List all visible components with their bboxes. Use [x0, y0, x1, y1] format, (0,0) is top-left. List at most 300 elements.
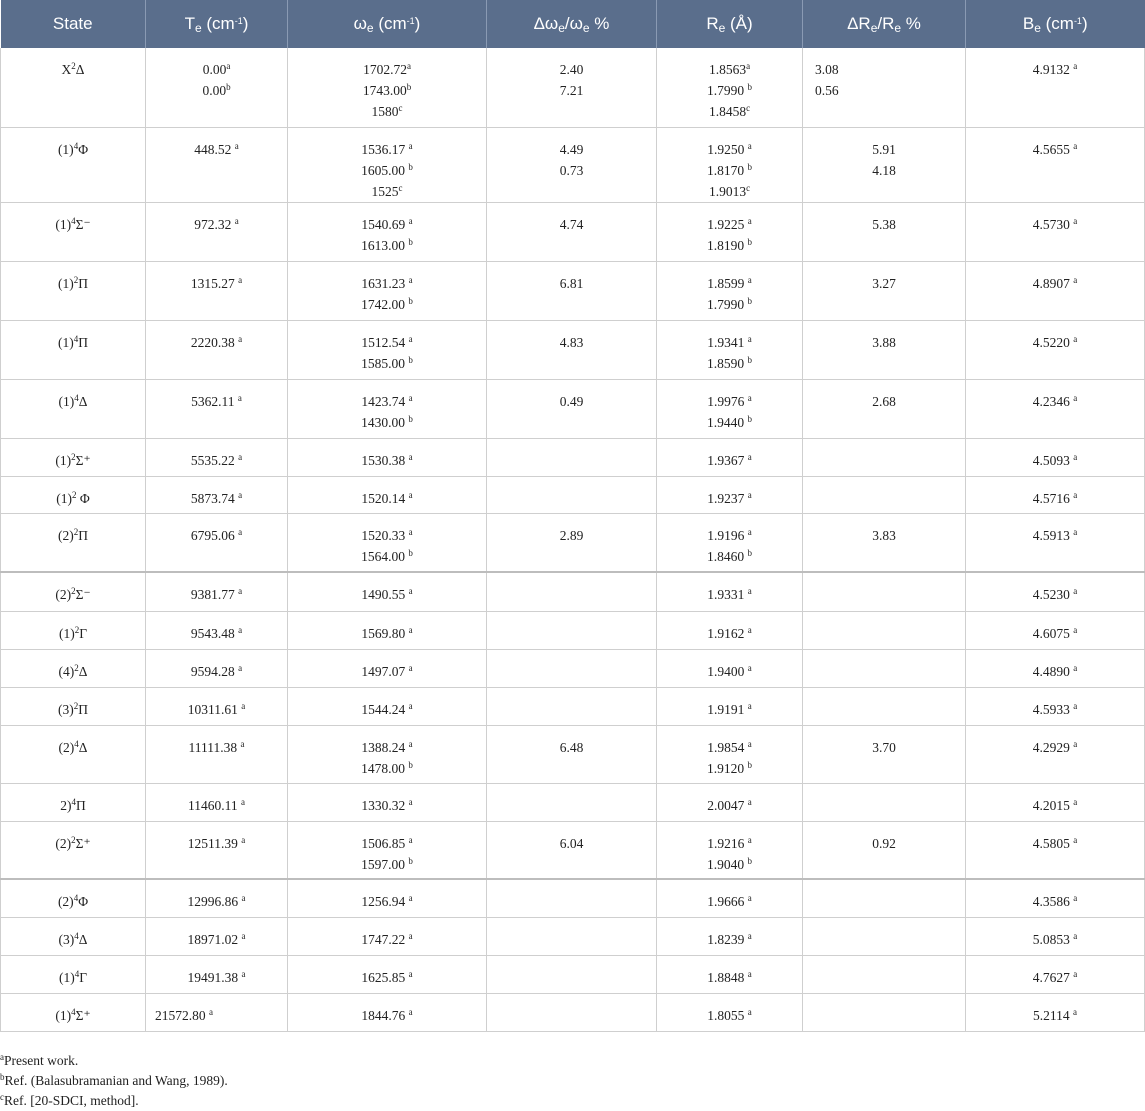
delta-omega-cell: [487, 879, 657, 917]
re-value: [661, 450, 798, 471]
reference-mark: a: [241, 834, 246, 845]
state-multiplicity: 4: [74, 930, 79, 941]
delta-re-cell: [803, 48, 966, 127]
be-value: [970, 833, 1140, 854]
omega-e-number: 1564.00: [361, 548, 409, 564]
be-cell: [966, 438, 1145, 476]
reference-mark: a: [238, 333, 243, 344]
reference-mark: a: [747, 451, 752, 462]
state-symbol: Π: [78, 527, 88, 543]
reference-mark: a: [241, 893, 246, 903]
table-row: [1, 917, 1145, 955]
state-prefix: (2): [58, 527, 74, 543]
state-multiplicity: 4: [74, 738, 79, 749]
omega-e-cell: [288, 687, 487, 725]
reference-mark: a: [241, 796, 245, 807]
table-row: [1, 821, 1145, 879]
be-value: [970, 59, 1140, 80]
delta-omega-cell: [487, 572, 657, 611]
be-number: 4.2346: [1032, 393, 1074, 409]
delta-omega-value: 4.74: [559, 216, 584, 232]
omega-e-cell: [288, 611, 487, 649]
state-symbol: Σ⁻: [75, 216, 91, 232]
table-row: [1, 649, 1145, 687]
be-number: 4.4890: [1032, 663, 1074, 679]
omega-e-cell: [288, 48, 487, 127]
reference-mark: b: [747, 855, 752, 866]
omega-e-cell: [288, 917, 487, 955]
reference-mark: b: [747, 547, 752, 558]
reference-mark: a: [408, 392, 413, 403]
te-value: [150, 833, 283, 854]
delta-omega-cell: [487, 127, 657, 202]
reference-mark: a: [1073, 451, 1078, 462]
table-row: [1, 783, 1145, 821]
table-row: [1, 202, 1145, 261]
omega-e-value: [292, 525, 482, 546]
state-multiplicity: 2: [71, 586, 76, 596]
re-cell: [657, 649, 803, 687]
be-value: [970, 391, 1140, 412]
re-cell: [657, 611, 803, 649]
header-delta-re: $\Delta R_e/R_e$ %: [803, 0, 966, 48]
omega-e-number: 1430.00: [361, 414, 409, 430]
reference-mark: b: [747, 413, 752, 424]
te-number: 19491.38: [187, 969, 242, 985]
re-number: 1.9367: [707, 452, 748, 468]
re-number: 1.8190: [707, 237, 748, 253]
te-cell: [146, 879, 288, 917]
omega-e-cell: [288, 783, 487, 821]
omega-e-number: 1512.54: [361, 334, 409, 350]
re-number: 1.8848: [707, 969, 748, 985]
delta-omega-value: 4.49: [559, 141, 584, 157]
state-prefix: (3): [58, 931, 75, 947]
re-cell: [657, 261, 803, 320]
reference-mark: a: [408, 489, 413, 500]
delta-omega-cell: [487, 993, 657, 1031]
state-prefix: X: [61, 62, 72, 77]
re-value: [661, 546, 798, 567]
reference-mark: a: [238, 274, 243, 285]
header-row: [1, 0, 1145, 48]
omega-e-number: 1256.94: [361, 894, 409, 909]
state-prefix: (1): [56, 490, 72, 506]
omega-e-number: 1580: [371, 104, 399, 119]
omega-e-number: 1631.23: [361, 275, 409, 291]
be-number: 5.0853: [1032, 931, 1074, 947]
state-multiplicity: 4: [73, 140, 79, 151]
delta-re-value: 3.88: [872, 334, 896, 350]
delta-re-cell: [803, 572, 966, 611]
te-number: 0.00: [202, 62, 227, 77]
re-cell: [657, 725, 803, 783]
delta-re-value: 3.27: [872, 275, 896, 291]
reference-mark: a: [408, 1006, 413, 1017]
te-cell: [146, 821, 288, 879]
re-number: 1.8563: [708, 62, 747, 77]
table-row: [1, 955, 1145, 993]
reference-mark: a: [1073, 624, 1078, 635]
reference-mark: a: [1073, 700, 1078, 711]
state-symbol: Δ: [78, 931, 88, 947]
re-number: 1.9250: [707, 141, 748, 157]
omega-e-value: [292, 412, 482, 433]
state-symbol: Π: [76, 797, 86, 813]
reference-mark: c: [398, 103, 403, 113]
te-number: 18971.02: [187, 931, 242, 947]
reference-mark: a: [237, 392, 242, 403]
state-cell: [1, 725, 146, 783]
be-number: 4.5220: [1032, 334, 1074, 350]
te-cell: [146, 127, 288, 202]
omega-e-number: 1569.80: [361, 625, 409, 641]
re-number: 1.9237: [707, 490, 748, 506]
reference-mark: a: [747, 930, 752, 941]
state-multiplicity: 2: [73, 526, 79, 537]
te-value: [150, 332, 283, 353]
te-number: 5535.22: [190, 452, 239, 468]
delta-omega-cell: [487, 725, 657, 783]
delta-re-value: 2.68: [872, 393, 896, 409]
reference-mark: a: [747, 968, 752, 979]
te-number: 21572.80: [155, 1007, 209, 1023]
state-multiplicity: 2: [73, 274, 79, 285]
be-cell: [966, 917, 1145, 955]
re-number: 1.9191: [707, 701, 748, 717]
re-cell: [657, 127, 803, 202]
table-row: [1, 513, 1145, 572]
omega-e-value: [292, 294, 482, 315]
te-value: [150, 391, 283, 412]
reference-mark: a: [408, 662, 413, 673]
be-number: 4.9132: [1032, 62, 1074, 77]
state-prefix: (1): [58, 969, 75, 985]
te-number: 0.00: [202, 83, 227, 98]
re-number: 1.9225: [707, 216, 748, 232]
te-value: [150, 273, 283, 294]
te-cell: [146, 687, 288, 725]
re-value: [661, 332, 798, 353]
omega-e-number: 1605.00: [361, 162, 409, 178]
reference-mark: b: [408, 759, 413, 770]
footnotes: [0, 1051, 228, 1111]
re-number: 1.8460: [707, 548, 748, 564]
te-cell: [146, 202, 288, 261]
re-number: 1.8170: [707, 162, 748, 178]
state-multiplicity: 2: [74, 624, 80, 635]
te-number: 5362.11: [191, 393, 238, 409]
reference-mark: a: [747, 274, 752, 285]
delta-omega-cell: [487, 513, 657, 572]
state-prefix: (1): [55, 1007, 72, 1023]
footnote-c: $^c$Ref. [20-SDCI, method].: [0, 1092, 139, 1108]
delta-re-value: 3.70: [872, 739, 896, 755]
te-cell: [146, 379, 288, 438]
reference-mark: a: [408, 624, 413, 635]
re-value: [661, 235, 798, 256]
reference-mark: a: [408, 834, 413, 845]
reference-mark: c: [746, 103, 751, 113]
state-multiplicity: 2: [71, 61, 76, 71]
te-cell: [146, 611, 288, 649]
re-value: [661, 623, 798, 644]
delta-re-cell: [803, 725, 966, 783]
state-cell: [1, 687, 146, 725]
footnote-b: $^b$Ref. (Balasubramanian and Wang, 1989).: [0, 1072, 228, 1088]
reference-mark: b: [747, 295, 752, 306]
omega-e-value: [292, 967, 482, 988]
state-cell: [1, 261, 146, 320]
be-value: [970, 332, 1140, 353]
omega-e-number: 1520.14: [361, 490, 409, 506]
reference-mark: a: [747, 834, 752, 845]
header-delta-omega: $\Delta\omega_e/\omega_e$ %: [487, 0, 657, 48]
header-state: State: [1, 0, 146, 48]
state-symbol: Φ: [78, 894, 89, 909]
state-symbol: Δ: [78, 739, 88, 755]
reference-mark: a: [238, 662, 243, 673]
te-number: 11460.11: [188, 797, 241, 813]
reference-mark: a: [238, 489, 243, 500]
be-cell: [966, 513, 1145, 572]
delta-omega-cell: [487, 379, 657, 438]
omega-e-value: [292, 929, 482, 950]
be-number: 4.5933: [1032, 701, 1074, 717]
omega-e-cell: [288, 725, 487, 783]
delta-omega-value: 6.04: [559, 835, 584, 851]
re-cell: [657, 379, 803, 438]
state-cell: [1, 127, 146, 202]
re-number: 1.9120: [707, 760, 748, 776]
be-number: 4.5093: [1032, 452, 1074, 468]
be-value: [970, 737, 1140, 758]
state-prefix: (1): [55, 452, 72, 468]
delta-re-cell: [803, 320, 966, 379]
reference-mark: a: [747, 893, 752, 903]
omega-e-number: 1597.00: [361, 856, 409, 872]
omega-e-number: 1747.22: [361, 931, 409, 947]
re-number: 1.9216: [707, 835, 748, 851]
reference-mark: a: [1073, 893, 1078, 903]
omega-e-number: 1530.38: [361, 452, 409, 468]
table-row: [1, 261, 1145, 320]
delta-re-value: 0.92: [872, 835, 896, 851]
re-cell: [657, 917, 803, 955]
state-multiplicity: 2: [71, 834, 76, 845]
omega-e-number: 1742.00: [361, 296, 409, 312]
reference-mark: b: [408, 295, 413, 306]
state-cell: [1, 48, 146, 127]
delta-omega-cell: [487, 821, 657, 879]
omega-e-value: [292, 332, 482, 353]
reference-mark: a: [1073, 392, 1078, 403]
re-number: 1.9162: [707, 625, 748, 641]
table-row: [1, 725, 1145, 783]
reference-mark: a: [1073, 526, 1078, 537]
delta-omega-cell: [487, 320, 657, 379]
omega-e-value: [292, 214, 482, 235]
omega-e-cell: [288, 993, 487, 1031]
re-number: 1.9854: [707, 739, 748, 755]
omega-e-cell: [288, 320, 487, 379]
re-value: [661, 59, 798, 80]
reference-mark: a: [747, 215, 752, 226]
reference-mark: a: [747, 526, 752, 537]
reference-mark: b: [408, 354, 413, 365]
re-value: [661, 139, 798, 160]
re-value: [661, 181, 798, 202]
omega-e-value: [292, 891, 482, 912]
delta-omega-value: 2.89: [559, 527, 584, 543]
re-number: 1.9440: [707, 414, 748, 430]
te-value: [155, 1005, 283, 1026]
omega-e-cell: [288, 379, 487, 438]
re-cell: [657, 438, 803, 476]
omega-e-cell: [288, 127, 487, 202]
re-value: [661, 891, 798, 912]
reference-mark: a: [1073, 61, 1078, 71]
reference-mark: c: [398, 182, 403, 193]
omega-e-value: [292, 546, 482, 567]
state-prefix: (2): [57, 894, 74, 909]
omega-e-cell: [288, 513, 487, 572]
delta-re-cell: [803, 611, 966, 649]
te-value: [150, 737, 283, 758]
state-multiplicity: 4: [71, 215, 76, 226]
omega-e-value: [292, 699, 482, 720]
delta-re-cell: [803, 202, 966, 261]
re-value: [661, 1005, 798, 1026]
omega-e-number: 1585.00: [361, 355, 409, 371]
table-row: [1, 572, 1145, 611]
reference-mark: a: [408, 526, 413, 537]
reference-mark: a: [1073, 489, 1078, 500]
reference-mark: a: [240, 738, 245, 749]
state-cell: [1, 320, 146, 379]
reference-mark: a: [746, 61, 751, 71]
reference-mark: a: [408, 586, 413, 596]
delta-omega-cell: [487, 687, 657, 725]
re-number: 1.8239: [707, 931, 748, 947]
state-prefix: (2): [58, 739, 75, 755]
be-number: 4.2929: [1032, 739, 1074, 755]
re-cell: [657, 572, 803, 611]
omega-e-cell: [288, 202, 487, 261]
state-prefix: 2): [60, 797, 72, 813]
footnote-a: $^a$Present work.: [0, 1052, 79, 1068]
state-prefix: (2): [55, 587, 72, 602]
reference-mark: a: [408, 930, 413, 941]
be-value: [970, 661, 1140, 682]
header-re: $R_e$ (Å): [657, 0, 803, 48]
omega-e-value: [292, 623, 482, 644]
te-number: 11111.38: [188, 739, 241, 755]
reference-mark: a: [1073, 662, 1078, 673]
delta-omega-cell: [487, 783, 657, 821]
reference-mark: a: [1073, 796, 1078, 807]
state-prefix: (3): [58, 701, 74, 717]
omega-e-value: [292, 1005, 482, 1026]
reference-mark: a: [747, 392, 752, 403]
reference-mark: b: [408, 855, 413, 866]
te-cell: [146, 438, 288, 476]
reference-mark: a: [234, 215, 239, 226]
state-cell: [1, 476, 146, 513]
reference-mark: a: [1073, 333, 1078, 344]
delta-re-cell: [803, 821, 966, 879]
reference-mark: a: [408, 451, 413, 462]
te-number: 2220.38: [190, 334, 239, 350]
delta-re-cell: [803, 879, 966, 917]
be-number: 4.5913: [1032, 527, 1074, 543]
omega-e-number: 1506.85: [361, 835, 409, 851]
delta-re-cell: [803, 127, 966, 202]
omega-e-cell: [288, 955, 487, 993]
reference-mark: b: [408, 413, 413, 424]
re-value: [661, 525, 798, 546]
te-value: [150, 795, 283, 816]
state-multiplicity: 4: [73, 333, 79, 344]
re-number: 1.8590: [707, 355, 748, 371]
reference-mark: a: [747, 662, 752, 673]
delta-omega-value: 7.21: [559, 83, 584, 98]
reference-mark: a: [747, 489, 752, 500]
re-cell: [657, 687, 803, 725]
te-cell: [146, 725, 288, 783]
omega-e-value: [292, 59, 482, 80]
re-number: 1.9013: [708, 183, 747, 199]
reference-mark: a: [241, 930, 246, 941]
re-value: [661, 854, 798, 875]
state-symbol: Δ: [78, 663, 88, 679]
te-cell: [146, 572, 288, 611]
omega-e-value: [292, 101, 482, 122]
re-number: 1.8055: [707, 1007, 748, 1023]
be-cell: [966, 821, 1145, 879]
omega-e-number: 1478.00: [361, 760, 409, 776]
state-cell: [1, 438, 146, 476]
be-value: [970, 623, 1140, 644]
table-row: [1, 879, 1145, 917]
delta-omega-cell: [487, 955, 657, 993]
re-number: 1.9196: [707, 527, 748, 543]
reference-mark: a: [408, 968, 413, 979]
be-value: [970, 488, 1140, 509]
delta-re-cell: [803, 476, 966, 513]
reference-mark: a: [1073, 968, 1078, 979]
reference-mark: a: [1073, 1006, 1077, 1017]
be-value: [970, 450, 1140, 471]
re-value: [661, 488, 798, 509]
state-prefix: (2): [55, 835, 72, 851]
omega-e-cell: [288, 821, 487, 879]
te-number: 9594.28: [190, 663, 239, 679]
te-number: 448.52: [194, 141, 235, 157]
re-cell: [657, 202, 803, 261]
te-number: 10311.61: [187, 701, 242, 717]
te-number: 5873.74: [190, 490, 239, 506]
state-symbol: Δ: [75, 62, 85, 77]
omega-e-value: [292, 139, 482, 160]
reference-mark: a: [406, 61, 411, 71]
reference-mark: a: [408, 215, 413, 226]
delta-omega-cell: [487, 476, 657, 513]
reference-mark: c: [746, 182, 751, 193]
state-multiplicity: 4: [73, 893, 79, 903]
te-cell: [146, 320, 288, 379]
re-value: [661, 699, 798, 720]
